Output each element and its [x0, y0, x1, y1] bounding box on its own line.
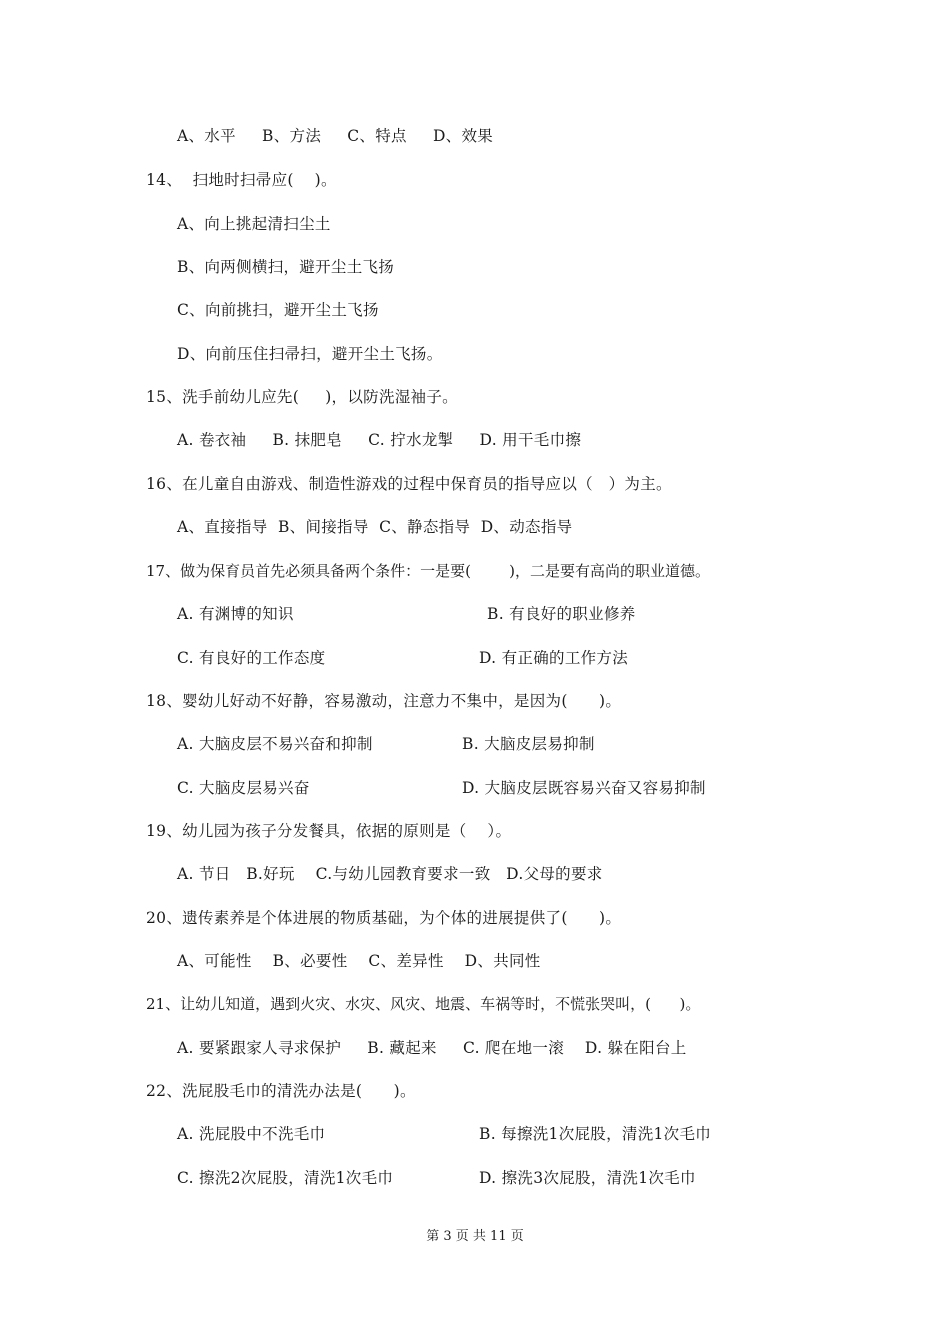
q20-stem: 20、遗传素养是个体进展的物质基础，为个体的进展提供了( )。: [146, 909, 622, 927]
q17-option-d: D. 有正确的工作方法: [479, 649, 629, 667]
q18-option-a: A. 大脑皮层不易兴奋和抑制: [177, 735, 373, 753]
q17-option-a: A. 有渊博的知识: [177, 605, 294, 623]
q14-stem: 14、 扫地时扫帚应( )。: [146, 171, 337, 189]
q18-option-d: D. 大脑皮层既容易兴奋又容易抑制: [462, 779, 706, 797]
q16-options: A、直接指导 B、间接指导 C、静态指导 D、动态指导: [177, 518, 573, 536]
q21-stem: 21、让幼儿知道，遇到火灾、水灾、风灾、地震、车祸等时，不慌张哭叫，( )。: [146, 995, 701, 1013]
q17-stem: 17、做为保育员首先必须具备两个条件：一是要( )，二是要有高尚的职业道德。: [146, 562, 710, 580]
q16-stem: 16、在儿童自由游戏、制造性游戏的过程中保育员的指导应以（ ）为主。: [146, 475, 672, 493]
q22-option-d: D. 擦洗3次屁股，清洗1次毛巾: [479, 1169, 696, 1187]
q17-option-b: B. 有良好的职业修养: [487, 605, 636, 623]
q17-option-c: C. 有良好的工作态度: [177, 649, 326, 667]
q21-options: A. 要紧跟家人寻求保护 B. 藏起来 C. 爬在地一滚 D. 躲在阳台上: [177, 1039, 687, 1057]
q18-option-c: C. 大脑皮层易兴奋: [177, 779, 310, 797]
q15-stem: 15、洗手前幼儿应先( )，以防洗湿袖子。: [146, 388, 458, 406]
q19-options: A. 节日 B.好玩 C.与幼儿园教育要求一致 D.父母的要求: [177, 865, 603, 883]
q22-option-b: B. 每擦洗1次屁股，清洗1次毛巾: [479, 1125, 712, 1143]
q14-option-a: A、向上挑起清扫尘土: [177, 215, 331, 233]
q20-options: A、可能性 B、必要性 C、差异性 D、共同性: [177, 952, 541, 970]
q14-option-d: D、向前压住扫帚扫，避开尘土飞扬。: [177, 345, 443, 363]
q19-stem: 19、幼儿园为孩子分发餐具，依据的原则是（ ）。: [146, 822, 512, 840]
q14-option-c: C、向前挑扫，避开尘土飞扬: [177, 301, 379, 319]
q22-stem: 22、洗屁股毛巾的清洗办法是( )。: [146, 1082, 416, 1100]
q13-options: A、水平 B、方法 C、特点 D、效果: [177, 127, 494, 145]
page-footer: 第 3 页 共 11 页: [426, 1229, 524, 1244]
q22-option-c: C. 擦洗2次屁股，清洗1次毛巾: [177, 1169, 394, 1187]
q18-stem: 18、婴幼儿好动不好静，容易激动，注意力不集中，是因为( )。: [146, 692, 622, 710]
q15-options: A. 卷衣袖 B. 抹肥皂 C. 拧水龙掣 D. 用干毛巾擦: [177, 431, 582, 449]
q22-option-a: A. 洗屁股中不洗毛巾: [177, 1125, 326, 1143]
q14-option-b: B、向两侧横扫，避开尘土飞扬: [177, 258, 395, 276]
q18-option-b: B. 大脑皮层易抑制: [462, 735, 595, 753]
